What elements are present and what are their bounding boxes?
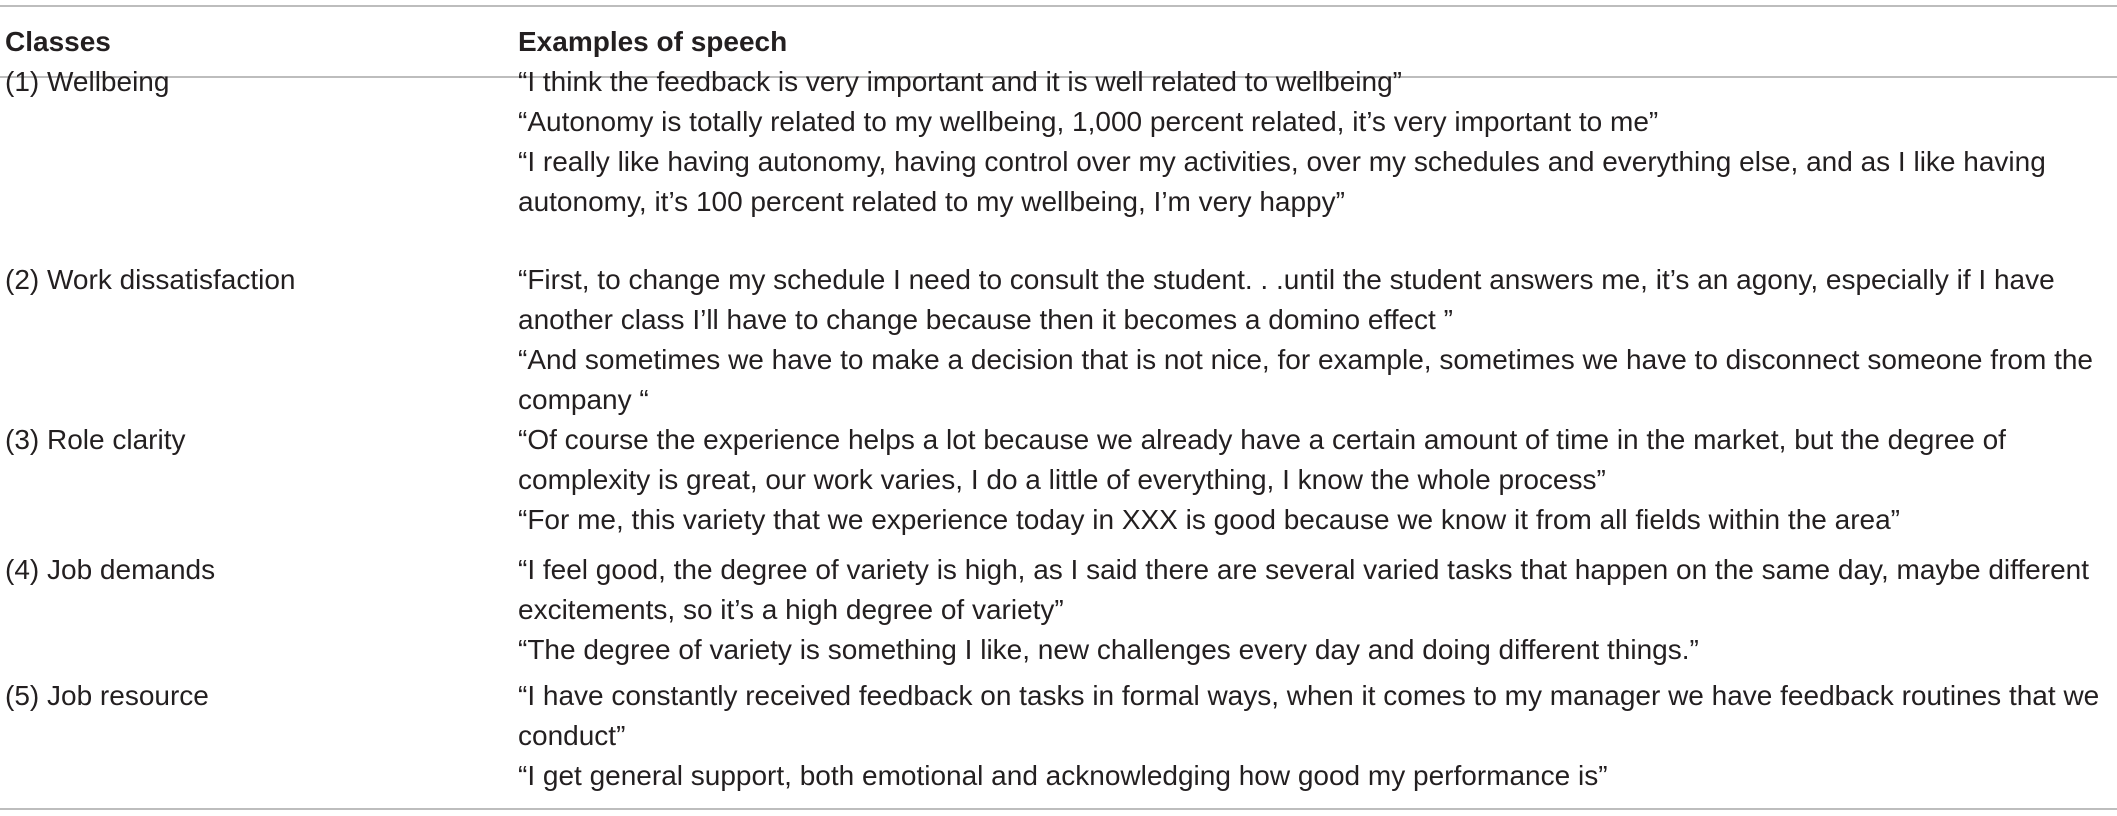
row-quotes bbox=[518, 62, 2113, 222]
header-examples: Examples of speech bbox=[518, 26, 788, 57]
quote: “I feel good, the degree of variety is high, as I said there are several varied tasks that happen on the same day, maybe different excitements, so it’s a high degree of variety” bbox=[518, 554, 2097, 625]
table-top-rule bbox=[0, 5, 2117, 7]
table-bottom-rule bbox=[0, 808, 2117, 810]
quote: “Autonomy is totally related to my wellbeing, 1,000 percent related, it’s very important to me” bbox=[518, 106, 1659, 137]
quote: “First, to change my schedule I need to consult the student. . .until the student answers me, it’s an agony, especially if I have another class I’ll have to change because then it becomes a domino effect ” bbox=[518, 264, 2063, 335]
quote: “I think the feedback is very important and it is well related to wellbeing” bbox=[518, 66, 1402, 97]
row-quotes bbox=[518, 550, 2113, 670]
quote: “I really like having autonomy, having control over my activities, over my schedules and everything else, and as I like having autonomy, it’s 100 percent related to my wellbeing, I’m very happy” bbox=[518, 146, 2054, 217]
row-class-label: (3) Role clarity bbox=[5, 424, 186, 455]
header-classes: Classes bbox=[5, 26, 111, 57]
row-quotes bbox=[518, 420, 2113, 540]
row-quotes bbox=[518, 260, 2113, 420]
quote: “For me, this variety that we experience today in XXX is good because we know it from all fields within the area” bbox=[518, 504, 1900, 535]
quote: “I get general support, both emotional and acknowledging how good my performance is” bbox=[518, 760, 1608, 791]
table-header bbox=[0, 22, 2117, 62]
quote: “I have constantly received feedback on tasks in formal ways, when it comes to my manager we have feedback routines that we conduct” bbox=[518, 680, 2108, 751]
row-class-label: (2) Work dissatisfaction bbox=[5, 264, 296, 295]
quote: “And sometimes we have to make a decision that is not nice, for example, sometimes we have to disconnect someone from the company “ bbox=[518, 344, 2101, 415]
row-class-label: (1) Wellbeing bbox=[5, 66, 170, 97]
row-class-label: (4) Job demands bbox=[5, 554, 216, 585]
row-quotes bbox=[518, 676, 2113, 796]
quote: “The degree of variety is something I like, new challenges every day and doing different things.” bbox=[518, 634, 1699, 665]
quote: “Of course the experience helps a lot because we already have a certain amount of time in the market, but the degree of complexity is great, our work varies, I do a little of everything, I know the whole process” bbox=[518, 424, 2014, 495]
row-class-label: (5) Job resource bbox=[5, 680, 209, 711]
